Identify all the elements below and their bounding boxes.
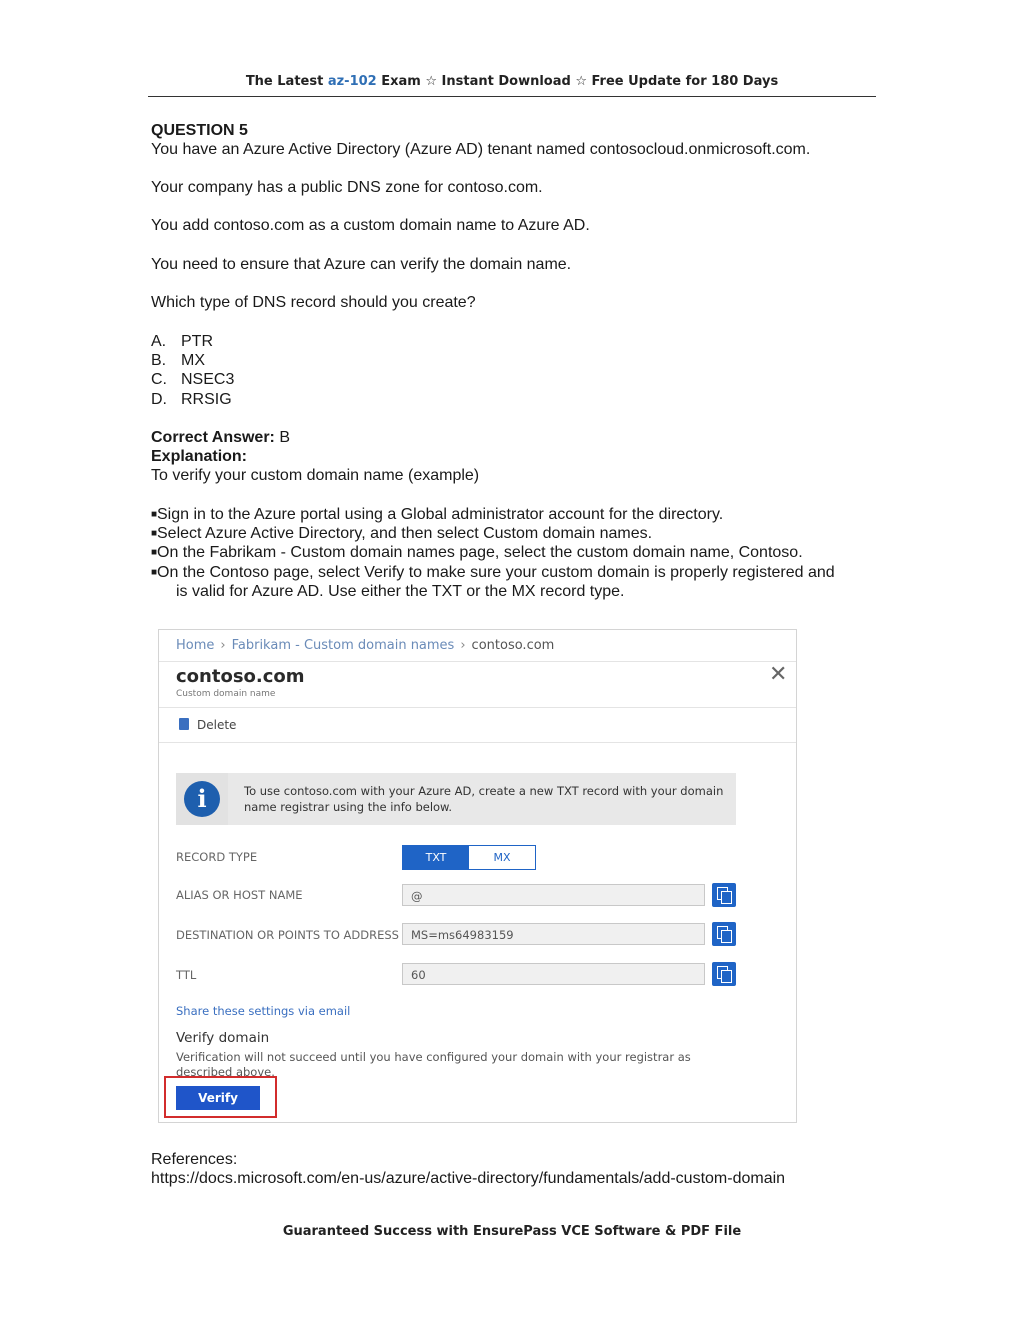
- question-prompt: Which type of DNS record should you create?: [151, 294, 476, 311]
- record-type-toggle: [402, 845, 536, 870]
- alias-label: ALIAS OR HOST NAME: [176, 888, 303, 902]
- bullet-icon: ■: [151, 509, 158, 520]
- bullet-icon: ■: [151, 547, 158, 558]
- page-footer: Guaranteed Success with EnsurePass VCE Software & PDF File: [282, 1224, 742, 1239]
- chevron-right-icon: ›: [460, 638, 466, 653]
- blade-subtitle: Custom domain name: [176, 689, 276, 699]
- ttl-field[interactable]: 60: [402, 963, 705, 985]
- exam-code-link[interactable]: az-102: [327, 74, 377, 89]
- explanation-label: Explanation:: [151, 448, 248, 465]
- option-text: RRSIG: [181, 391, 232, 408]
- references-url[interactable]: https://docs.microsoft.com/en-us/azure/active-directory/fundamentals/add-custom-domain: [151, 1170, 786, 1187]
- blade-title: contoso.com: [176, 666, 305, 687]
- info-banner: [176, 773, 736, 825]
- bullet-icon: ■: [151, 528, 158, 539]
- option-a: [151, 332, 213, 351]
- correct-answer: [151, 428, 290, 447]
- delete-label: Delete: [197, 718, 237, 732]
- option-text: MX: [181, 352, 205, 369]
- question-paragraph: Your company has a public DNS zone for contoso.com.: [151, 179, 543, 196]
- chevron-right-icon: ›: [220, 638, 226, 653]
- references-label: References:: [151, 1151, 238, 1168]
- breadcrumb: [176, 638, 554, 653]
- info-icon-box: [176, 773, 228, 825]
- question-paragraph: You add contoso.com as a custom domain name to Azure AD.: [151, 217, 590, 234]
- page-header: [148, 74, 876, 89]
- step-text: Sign in to the Azure portal using a Global administrator account for the directory.: [157, 506, 724, 523]
- step-text-continued: is valid for Azure AD. Use either the TXT or the MX record type.: [176, 583, 625, 600]
- question-paragraph: You have an Azure Active Directory (Azure AD) tenant named contosocloud.onmicrosoft.com.: [151, 141, 811, 158]
- breadcrumb-current: contoso.com: [471, 638, 555, 653]
- step-text: Select Azure Active Directory, and then select Custom domain names.: [157, 525, 653, 542]
- header-divider: [148, 96, 876, 97]
- step-text: On the Fabrikam - Custom domain names page, select the custom domain name, Contoso.: [157, 544, 803, 561]
- question-title: QUESTION 5: [151, 122, 248, 139]
- copy-icon[interactable]: [712, 883, 736, 907]
- copy-icon[interactable]: [712, 962, 736, 986]
- option-b: [151, 351, 205, 370]
- step-text: On the Contoso page, select Verify to make sure your custom domain is properly registered and: [157, 564, 835, 581]
- header-prefix: The Latest: [245, 74, 328, 89]
- breadcrumb-custom-domains[interactable]: Fabrikam - Custom domain names: [231, 638, 455, 653]
- close-icon[interactable]: ✕: [769, 662, 788, 687]
- explanation-intro: To verify your custom domain name (example): [151, 467, 480, 484]
- answer-value: B: [279, 429, 291, 446]
- breadcrumb-home[interactable]: Home: [176, 638, 215, 653]
- command-bar-divider: [159, 742, 796, 743]
- destination-label: DESTINATION OR POINTS TO ADDRESS: [176, 928, 399, 942]
- option-c: [151, 370, 234, 389]
- option-letter: A.: [151, 333, 167, 350]
- question-paragraph: You need to ensure that Azure can verify the domain name.: [151, 256, 572, 273]
- step-bullet: [151, 524, 881, 543]
- breadcrumb-divider: [159, 661, 796, 662]
- option-d: [151, 390, 232, 409]
- verify-domain-title: Verify domain: [176, 1030, 270, 1046]
- record-type-label: RECORD TYPE: [176, 850, 258, 864]
- option-text: PTR: [181, 333, 213, 350]
- portal-screenshot: [158, 629, 797, 1123]
- info-icon: i: [184, 781, 220, 817]
- option-letter: B.: [151, 352, 167, 369]
- ttl-label: TTL: [176, 968, 197, 982]
- option-letter: D.: [151, 391, 167, 408]
- option-letter: C.: [151, 371, 167, 388]
- step-bullet: [151, 543, 881, 562]
- info-text: To use contoso.com with your Azure AD, create a new TXT record with your domain name registrar using the info below.: [244, 784, 724, 814]
- step-bullet: [151, 505, 881, 524]
- record-type-mx[interactable]: MX: [469, 846, 535, 869]
- delete-button[interactable]: [179, 718, 236, 732]
- bullet-icon: ■: [151, 567, 158, 578]
- header-suffix: Exam ☆ Instant Download ☆ Free Update for 180 Days: [376, 74, 779, 89]
- verify-domain-description: Verification will not succeed until you have configured your domain with your registrar as described above.: [176, 1050, 691, 1079]
- step-bullet: [151, 563, 881, 601]
- alias-field[interactable]: @: [402, 884, 705, 906]
- record-type-txt[interactable]: TXT: [403, 846, 469, 869]
- command-bar-divider: [159, 707, 796, 708]
- destination-field[interactable]: MS=ms64983159: [402, 923, 705, 945]
- option-text: NSEC3: [181, 371, 235, 388]
- answer-label: Correct Answer:: [151, 429, 275, 446]
- trash-icon: [179, 718, 189, 730]
- copy-icon[interactable]: [712, 922, 736, 946]
- share-settings-link[interactable]: Share these settings via email: [176, 1004, 351, 1018]
- verify-button[interactable]: Verify: [176, 1086, 260, 1110]
